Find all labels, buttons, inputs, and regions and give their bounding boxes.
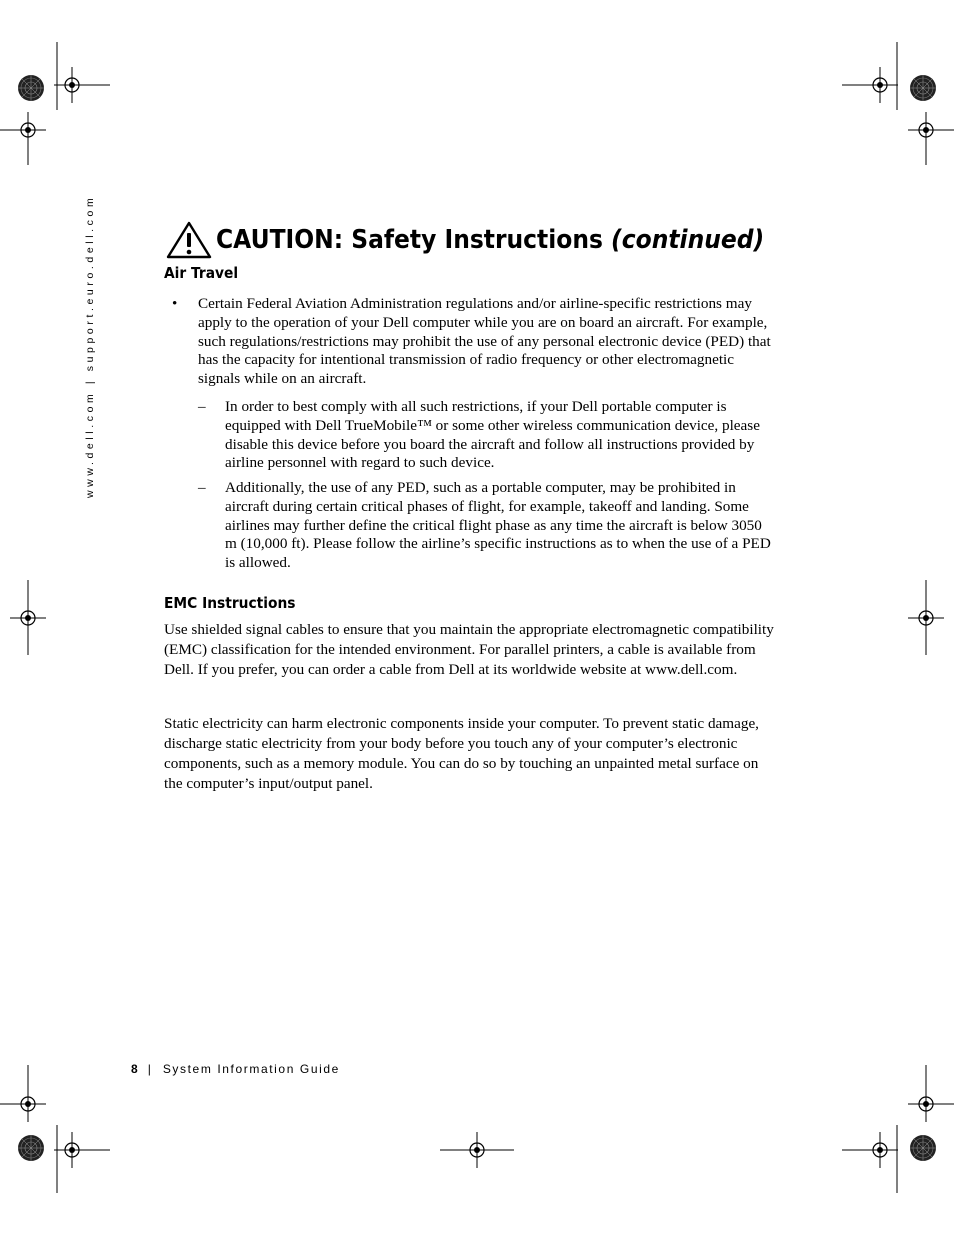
dash-symbol: – <box>198 398 206 415</box>
side-url: www.dell.com | support.euro.dell.com <box>84 194 96 498</box>
page-footer <box>131 1062 340 1076</box>
air-travel-bullet-text: Certain Federal Aviation Administration regulations and/or airline-specific restrictions may apply to the operation of your Dell computer while you are on board an aircraft. For example, such regulations/restrictions may prohibit the use of any personal electronic device (PED) that has the capacity for intentional transmission of radio frequency or other electromagnetic signals while on an aircraft. <box>198 295 771 388</box>
page-number: 8 <box>131 1062 138 1076</box>
emc-paragraph-2: Static electricity can harm electronic components inside your computer. To prevent static damage, discharge static electricity from your body before you touch any of your computer’s electronic components, such as a memory module. You can do so by touching an unpainted metal surface on the computer’s input/output panel. <box>164 715 759 792</box>
bullet-symbol: • <box>172 295 178 312</box>
heading-continued: (continued) <box>611 225 765 255</box>
air-travel-sub-item-2: Additionally, the use of any PED, such as a portable computer, may be prohibited in aircraft during certain critical phases of flight, for example, takeoff and landing. Some airlines may further define the critical flight phase as any time the aircraft is below 3050 m (10,000 ft). Please follow the airline’s specific instructions as to when the use of a PED is allowed. <box>225 479 771 572</box>
page-heading <box>166 220 825 260</box>
guide-title: System Information Guide <box>162 1062 340 1076</box>
emc-paragraph-1-text: Use shielded signal cables to ensure that you maintain the appropriate electromagnetic compatibility (EMC) classification for the intended environment. For parallel printers, a cable is available from Dell. If you prefer, you can order a cable from Dell at its worldwide website at <box>164 621 774 678</box>
heading-main: CAUTION: Safety Instructions <box>216 225 612 255</box>
emc-paragraph-1-end: . <box>733 661 738 678</box>
dash-symbol: – <box>198 479 206 496</box>
emc-title: EMC Instructions <box>164 594 296 612</box>
air-travel-sub-item-1: In order to best comply with all such restrictions, if your Dell portable computer is equipped with Dell TrueMobile™ or some other wireless communication device, please disable this device before you board the aircraft and follow all instructions provided by airline personnel with regard to such device. <box>225 398 760 472</box>
dell-website-link[interactable]: www.dell.com <box>645 661 734 678</box>
footer-separator: | <box>147 1062 151 1076</box>
heading-text <box>216 225 764 255</box>
warning-triangle-icon <box>166 221 212 259</box>
air-travel-title: Air Travel <box>164 264 239 282</box>
emc-paragraph-1 <box>164 620 776 680</box>
